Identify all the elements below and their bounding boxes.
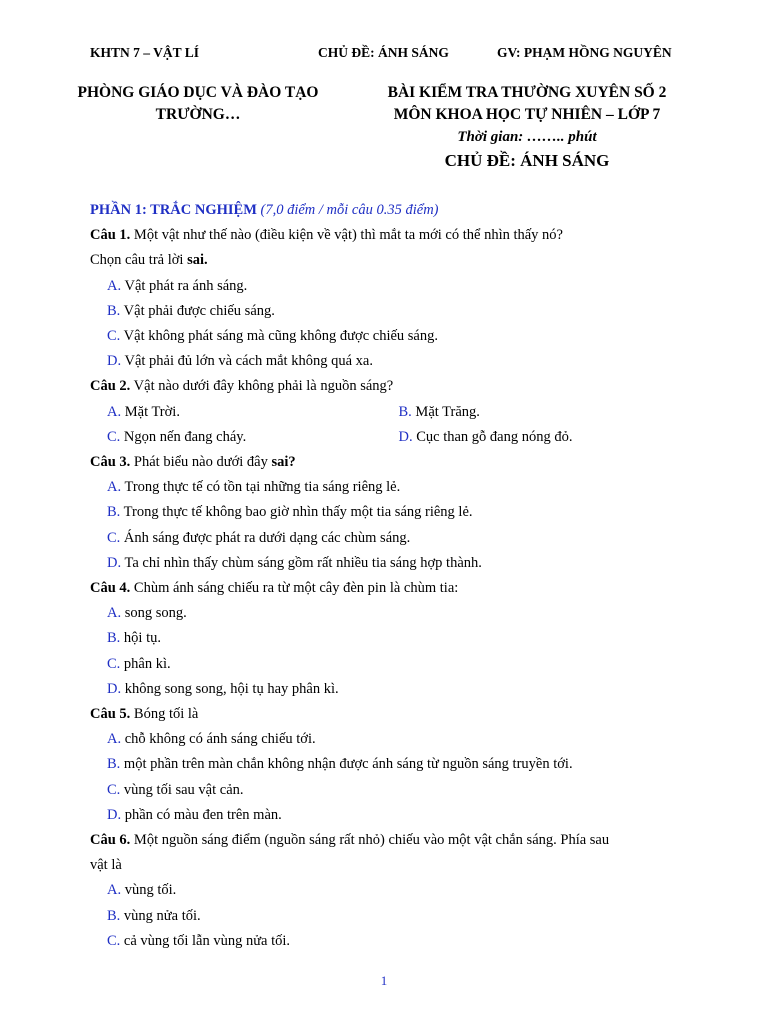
answer-option-c[interactable]: C. Ngọn nến đang cháy. [107,428,247,445]
question-number: Câu 2. [90,378,131,395]
school-info [58,82,338,126]
answer-option-a[interactable]: A. Trong thực tế có tồn tại những tia sáng riêng lẻ. [107,479,401,496]
answer-option-d[interactable]: D. Vật phải đủ lớn và cách mắt không quá xa. [107,353,373,370]
question-4 [90,576,690,702]
answer-option-b[interactable]: B. Vật phải được chiếu sáng. [107,302,275,319]
question-text: Một vật như thế nào (điều kiện về vật) thì mắt ta mới có thể nhìn thấy nó? [133,227,563,244]
answer-option-d[interactable]: D. Ta chỉ nhìn thấy chùm sáng gồm rất nhiều tia sáng hợp thành. [107,554,482,571]
answer-option-a[interactable]: A. chỗ không có ánh sáng chiếu tới. [107,731,316,748]
answer-option-b[interactable]: B. Trong thực tế không bao giờ nhìn thấy một tia sáng riêng lẻ. [107,504,473,521]
test-info [362,82,692,172]
test-content [90,198,690,954]
answer-option-a[interactable]: A. Mặt Trời. [107,403,180,420]
answer-row [90,425,690,450]
answer-option-a[interactable]: A. song song. [107,605,187,622]
header-topic: CHỦ ĐỀ: ÁNH SÁNG [318,45,449,60]
question-text-cont: vật là [90,857,122,874]
answer-option-c[interactable]: C. cả vùng tối lẫn vùng nửa tối. [107,932,291,949]
answer-row [90,400,690,425]
answer-option-c[interactable]: C. Ánh sáng được phát ra dưới dạng các chùm sáng. [107,529,411,546]
topic-title: CHỦ ĐỀ: ÁNH SÁNG [444,151,610,170]
header-subject: KHTN 7 – VẬT LÍ [90,45,200,60]
question-emphasis: sai. [187,252,208,269]
subject-title: MÔN KHOA HỌC TỰ NHIÊN – LỚP 7 [393,106,661,123]
section-title: PHẦN 1: TRẮC NGHIỆM [90,202,257,218]
question-number: Câu 4. [90,580,131,597]
page-number: 1 [380,973,388,988]
school-name: TRƯỜNG… [155,106,241,123]
question-6 [90,828,690,954]
question-text-cont: Chọn câu trả lời [90,252,188,269]
question-text: Chùm ánh sáng chiếu ra từ một cây đèn pin là chùm tia: [133,580,459,597]
answer-option-a[interactable]: A. Vật phát ra ánh sáng. [107,277,248,294]
question-number: Câu 3. [90,454,131,471]
question-text: Bóng tối là [133,706,199,723]
question-number: Câu 1. [90,227,131,244]
answer-option-d[interactable]: D. phần có màu đen trên màn. [107,806,282,823]
answer-option-b[interactable]: B. một phần trên màn chắn không nhận được ánh sáng từ nguồn sáng truyền tới. [107,756,573,773]
question-text: Phát biểu nào dưới đây [133,454,272,471]
answer-option-c[interactable]: C. vùng tối sau vật cản. [107,781,244,798]
test-title: BÀI KIỂM TRA THƯỜNG XUYÊN SỐ 2 [387,84,667,101]
answer-option-b[interactable]: B. vùng nửa tối. [107,907,201,924]
question-emphasis: sai? [271,454,296,471]
question-number: Câu 5. [90,706,131,723]
question-text: Vật nào dưới đây không phải là nguồn sáng? [133,378,394,395]
answer-option-c[interactable]: C. Vật không phát sáng mà cũng không được chiếu sáng. [107,328,438,345]
question-5 [90,702,690,828]
answer-option-b[interactable]: B. hội tụ. [107,630,161,647]
answer-option-d[interactable]: D. không song song, hội tụ hay phân kì. [107,680,339,697]
department-name: PHÒNG GIÁO DỤC VÀ ĐÀO TẠO [77,84,319,101]
question-text: Một nguồn sáng điểm (nguồn sáng rất nhỏ) chiếu vào một vật chắn sáng. Phía sau [133,832,610,849]
answer-option-c[interactable]: C. phân kì. [107,655,171,672]
question-3 [90,450,690,576]
answer-option-a[interactable]: A. vùng tối. [107,882,177,899]
answer-option-d[interactable]: D. Cục than gỗ đang nóng đỏ. [398,428,573,445]
question-number: Câu 6. [90,832,131,849]
question-2 [90,374,690,450]
section-heading [90,198,690,223]
section-note: (7,0 điểm / mỗi câu 0.35 điểm) [260,202,439,218]
time-line: Thời gian: …….. phút [457,129,597,145]
answer-option-b[interactable]: B. Mặt Trăng. [398,403,480,420]
question-1 [90,223,690,374]
header-teacher: GV: PHẠM HỒNG NGUYÊN [497,45,672,60]
